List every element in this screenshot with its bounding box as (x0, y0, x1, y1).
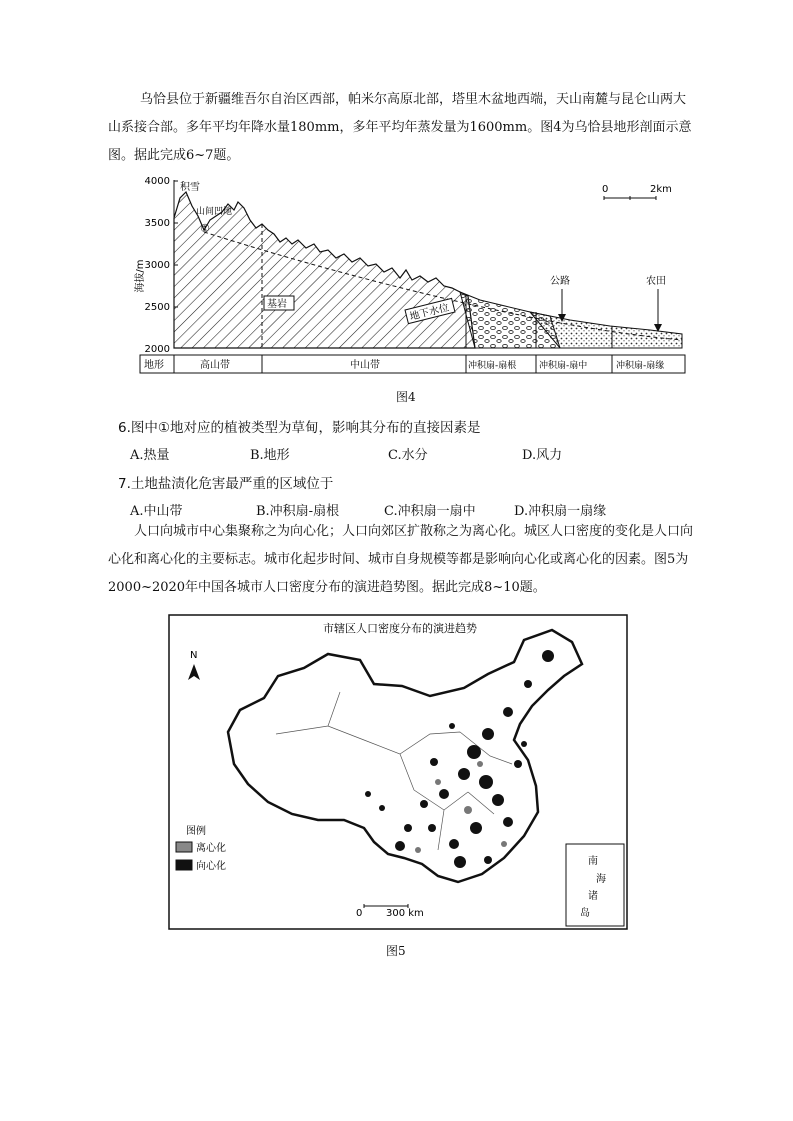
legend-decentralization: 离心化 (196, 843, 226, 854)
label-water-table: 地下水位 (408, 302, 451, 323)
figure-5-caption: 图5 (386, 944, 406, 958)
q7-option-a[interactable]: A.中山带 (130, 504, 183, 519)
q6-option-d[interactable]: D.风力 (522, 448, 563, 463)
label-snow: 积雪 (180, 182, 200, 193)
zone-high-mountain: 高山带 (200, 360, 230, 371)
map-scale-distance: 300 km (386, 908, 424, 919)
svg-text:N: N (190, 650, 198, 661)
label-bedrock: 基岩 (267, 299, 287, 310)
fig4-ylabel: 海拔/m (135, 259, 146, 293)
inset-label-3: 诸 (588, 891, 598, 902)
label-marker-1: ① (200, 222, 210, 235)
scale-zero: 0 (602, 184, 609, 195)
label-road: 公路 (550, 276, 570, 287)
zone-fan-root: 冲积扇-扇根 (468, 361, 517, 371)
label-farmland: 农田 (646, 276, 666, 287)
q7-option-b[interactable]: B.冲积扇-扇根 (256, 504, 340, 519)
fig4-ytick: 3000 (144, 260, 170, 271)
map-scale-zero: 0 (356, 908, 363, 919)
q7-option-c[interactable]: C.冲积扇一扇中 (384, 504, 476, 519)
intro-paragraph-1: 乌恰县位于新疆维吾尔自治区西部，帕米尔高原北部，塔里木盆地西端，天山南麓与昆仑山两大山系接合部。多年平均年降水量180mm，多年平均年蒸发量为1600mm。图4为乌恰县地形剖面示意图。据此完成6~7题。 (108, 92, 692, 163)
q6-option-c[interactable]: C.水分 (388, 448, 428, 463)
legend-title: 图例 (186, 826, 206, 837)
fig4-ytick: 2500 (144, 302, 170, 313)
fig4-ytick: 2000 (144, 344, 170, 355)
inset-label-2: 海 (596, 874, 606, 885)
zone-mid-mountain: 中山带 (350, 360, 380, 371)
question-7-stem: 7.土地盐渍化危害最严重的区域位于 (118, 476, 334, 492)
scale-distance: 2km (650, 184, 672, 195)
zone-terrain: 地形 (144, 360, 164, 371)
q6-option-b[interactable]: B.地形 (250, 448, 290, 463)
zone-fan-middle: 冲积扇-扇中 (539, 361, 588, 371)
question-6-stem: 6.图中①地对应的植被类型为草甸，影响其分布的直接因素是 (118, 420, 481, 436)
q6-option-a[interactable]: A.热量 (130, 448, 170, 463)
inset-label-4: 岛 (580, 908, 590, 919)
figure-4-terrain-profile (130, 172, 690, 377)
intro-paragraph-2: 人口向城市中心集聚称之为向心化；人口向郊区扩散称之为离心化。城区人口密度的变化是人口向心化和离心化的主要标志。城市化起步时间、城市自身规模等都是影响向心化或离心化的因素。图5为2000~2020年中国各城市人口密度分布的演进趋势图。据此完成8~10题。 (108, 524, 694, 595)
figure-4-caption: 图4 (396, 390, 416, 404)
inset-label-1: 南 (588, 856, 598, 867)
figure-5-map (168, 614, 628, 930)
q7-option-d[interactable]: D.冲积扇一扇缘 (514, 504, 607, 519)
label-basin: 山间凹地 (196, 207, 233, 217)
legend-centralization: 向心化 (196, 861, 226, 872)
zone-fan-edge: 冲积扇-扇缘 (616, 361, 665, 371)
fig4-ytick: 3500 (144, 218, 170, 229)
fig4-ytick: 4000 (144, 176, 170, 187)
map-title: 市辖区人口密度分布的演进趋势 (323, 622, 477, 635)
